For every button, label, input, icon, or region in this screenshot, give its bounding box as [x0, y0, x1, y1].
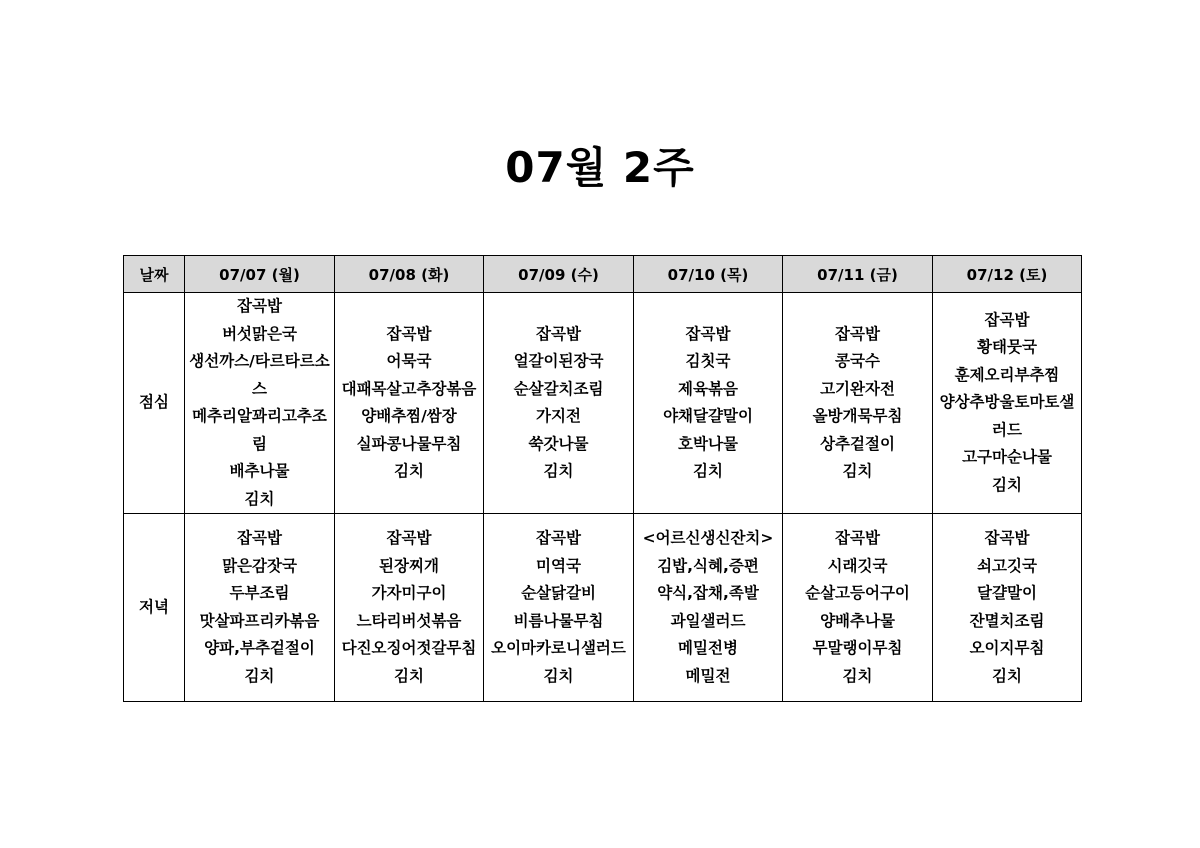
- menu-item: 김칫국: [685, 352, 731, 370]
- menu-item: 황태뭇국: [977, 338, 1037, 357]
- date-header-cell: 07/12 (토): [933, 256, 1082, 293]
- menu-item: 메추리알꽈리고추조림: [192, 407, 327, 453]
- date-header-cell: 07/10 (목): [634, 256, 783, 293]
- menu-item: 김치: [693, 462, 723, 480]
- menu-item: 메밀전병: [678, 639, 738, 657]
- menu-item: 오이마카로니샐러드: [491, 639, 626, 657]
- dinner-row-label: 저녁: [124, 514, 185, 702]
- menu-item: 김치: [992, 666, 1022, 685]
- menu-item: <어르신생신잔치>: [642, 529, 774, 547]
- lunch-row-label: 점심: [124, 293, 185, 514]
- menu-item: 가자미구이: [371, 584, 447, 602]
- header-row: [124, 256, 1082, 293]
- menu-item: 과일샐러드: [670, 611, 746, 630]
- dinner-menu-cell: [634, 514, 783, 702]
- menu-item: 잡곡밥: [685, 324, 731, 343]
- menu-item: 순살갈치조림: [513, 379, 604, 398]
- menu-item: 잡곡밥: [984, 529, 1030, 547]
- menu-item: 콩국수: [835, 352, 880, 370]
- menu-item: 제육볶음: [678, 379, 738, 398]
- menu-item: 잡곡밥: [237, 297, 282, 315]
- menu-item: 대패목살고추장볶음: [341, 379, 477, 398]
- menu-item: 훈제오리부추찜: [954, 365, 1060, 384]
- menu-item: 두부조림: [229, 584, 290, 602]
- menu-item: 잡곡밥: [536, 529, 581, 547]
- menu-item: 양배추나물: [820, 611, 895, 630]
- menu-item: 시래깃국: [827, 556, 888, 575]
- menu-item: 순살고등어구이: [805, 584, 910, 602]
- menu-item: 잡곡밥: [536, 324, 581, 343]
- dinner-menu-cell: [335, 514, 484, 702]
- date-header-cell: 07/11 (금): [783, 256, 933, 293]
- lunch-menu-cell: [933, 293, 1082, 514]
- menu-item: 다진오징어젓갈무침: [341, 639, 477, 657]
- menu-item: 맛살파프리카볶음: [199, 611, 320, 630]
- date-header-cell: 07/07 (월): [185, 256, 335, 293]
- menu-item: 쇠고깃국: [977, 556, 1037, 575]
- dinner-row: [124, 514, 1082, 702]
- menu-item: 상추겉절이: [820, 434, 895, 453]
- menu-item: 비름나물무침: [513, 611, 604, 630]
- menu-item: 잡곡밥: [835, 324, 880, 343]
- menu-item: 된장찌개: [379, 556, 439, 575]
- lunch-row: [124, 293, 1082, 514]
- menu-item: 실파콩나물무침: [356, 434, 462, 453]
- menu-item: 얼갈이된장국: [513, 352, 604, 370]
- meal-menu-table: [123, 255, 1082, 702]
- menu-item: 고구마순나물: [962, 448, 1052, 467]
- menu-item: 김치: [244, 666, 275, 685]
- menu-item: 잡곡밥: [835, 529, 880, 547]
- menu-item: 잡곡밥: [386, 324, 432, 343]
- date-header-label: 날짜: [124, 256, 185, 293]
- menu-item: 배추나물: [229, 462, 290, 480]
- menu-item: 잡곡밥: [984, 310, 1030, 329]
- menu-item: 쑥갓나물: [528, 434, 589, 453]
- menu-item: 메밀전: [685, 666, 731, 685]
- date-header-cell: 07/09 (수): [484, 256, 634, 293]
- menu-item: 양상추방울토마토샐러드: [939, 393, 1075, 439]
- dinner-menu-cell: [933, 514, 1082, 702]
- menu-item: 야채달걀말이: [663, 407, 753, 425]
- menu-item: 가지전: [536, 407, 581, 425]
- menu-item: 무말랭이무침: [812, 639, 903, 657]
- dinner-menu-cell: [484, 514, 634, 702]
- menu-item: 맑은감잣국: [222, 556, 297, 575]
- menu-item: 양파,부추겉절이: [204, 639, 315, 657]
- menu-item: 김치: [543, 462, 574, 480]
- lunch-menu-cell: [783, 293, 933, 514]
- menu-item: 김치: [842, 462, 873, 480]
- menu-item: 어묵국: [386, 352, 432, 370]
- menu-item: 김치: [394, 462, 424, 480]
- menu-item: 생선까스/타르타르소스: [189, 352, 330, 398]
- page-title: 07월 2주: [505, 143, 695, 192]
- menu-item: 김치: [543, 666, 574, 685]
- menu-item: 잡곡밥: [237, 529, 282, 547]
- menu-item: 잔멸치조림: [969, 611, 1045, 630]
- menu-item: 양배추찜/쌈장: [361, 407, 457, 425]
- menu-item: 올방개묵무침: [812, 407, 903, 425]
- menu-item: 달걀말이: [977, 584, 1037, 602]
- menu-item: 김밥,식혜,증편: [657, 556, 759, 575]
- menu-item: 잡곡밥: [386, 529, 432, 547]
- menu-item: 호박나물: [678, 434, 738, 453]
- menu-item: 순살닭갈비: [521, 584, 596, 602]
- lunch-menu-cell: [634, 293, 783, 514]
- menu-item: 김치: [842, 666, 873, 685]
- lunch-menu-cell: [484, 293, 634, 514]
- lunch-menu-cell: [335, 293, 484, 514]
- menu-item: 약식,잡채,족발: [657, 584, 759, 602]
- menu-item: 고기완자전: [820, 379, 895, 398]
- menu-item: 오이지무침: [969, 639, 1045, 657]
- dinner-menu-cell: [185, 514, 335, 702]
- menu-item: 느타리버섯볶음: [356, 611, 462, 630]
- menu-item: 김치: [394, 666, 424, 685]
- menu-item: 미역국: [536, 556, 581, 575]
- lunch-menu-cell: [185, 293, 335, 514]
- menu-item: 김치: [244, 489, 275, 508]
- menu-item: 김치: [992, 475, 1022, 494]
- dinner-menu-cell: [783, 514, 933, 702]
- menu-item: 버섯맑은국: [222, 324, 297, 343]
- date-header-cell: 07/08 (화): [335, 256, 484, 293]
